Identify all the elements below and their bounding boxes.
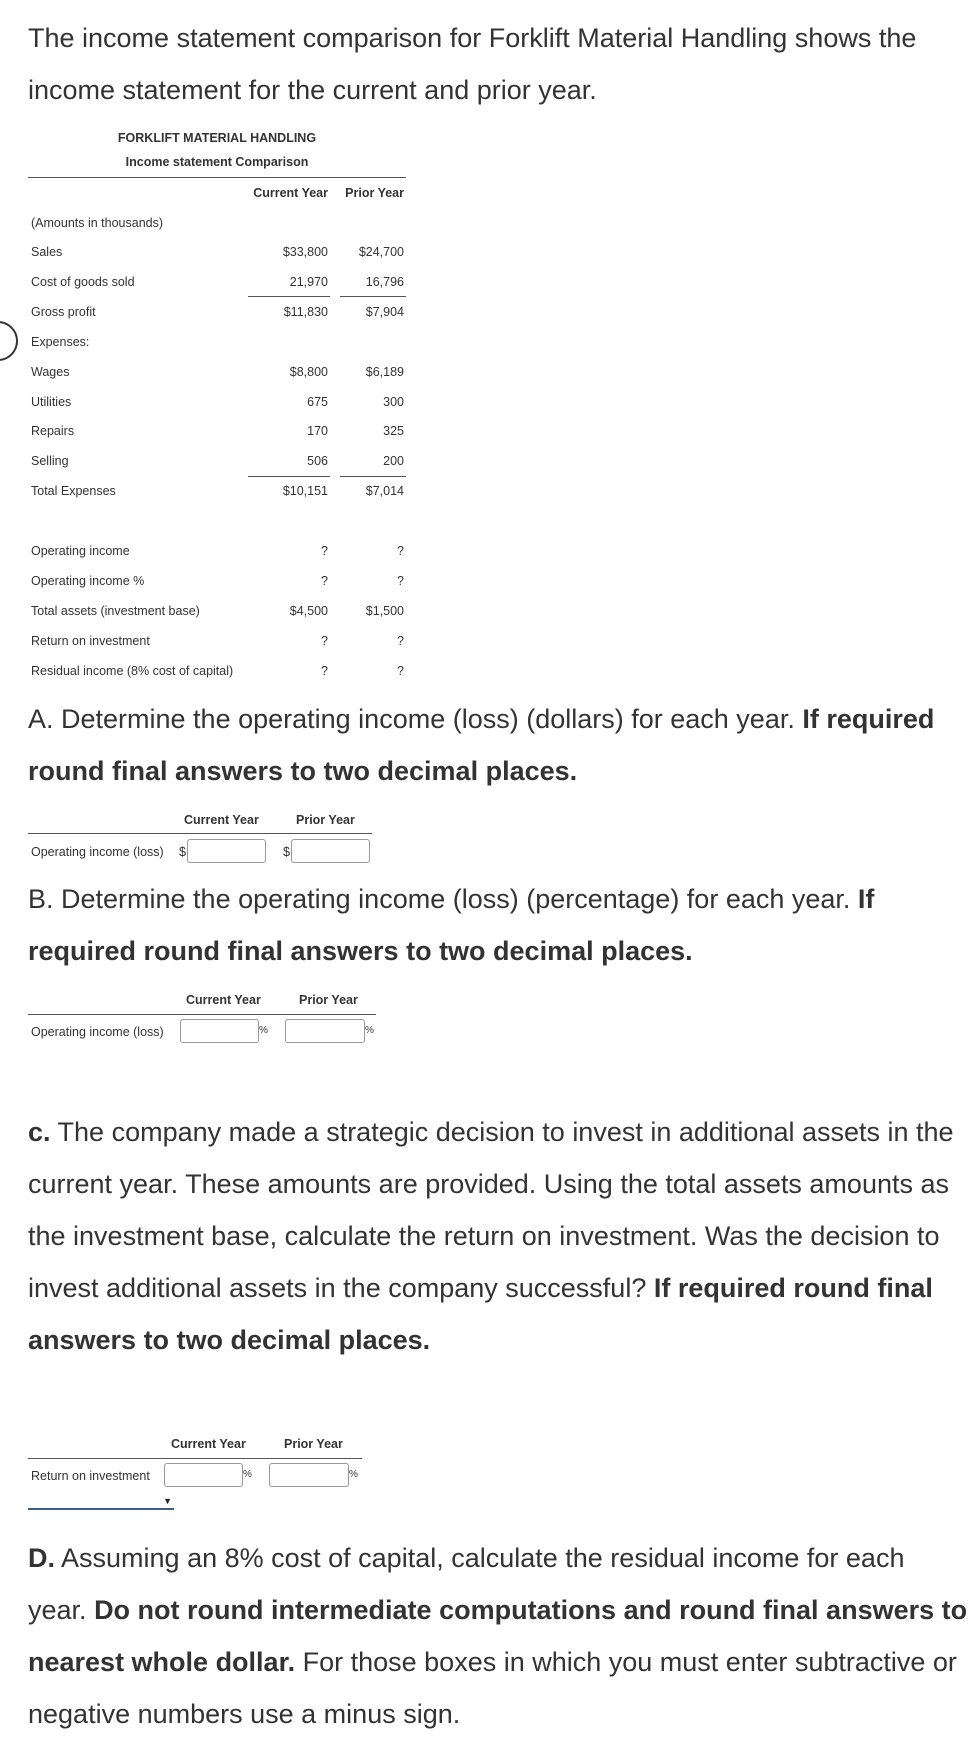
- subtotal-rule: [248, 296, 330, 297]
- row-current: $33,800: [282, 245, 328, 259]
- question-b-instruction: If required round final answers to two decimal places.: [28, 884, 875, 966]
- row-prior: $7,904: [365, 305, 404, 319]
- amounts-note: (Amounts in thousands): [31, 216, 164, 230]
- row-prior: $24,700: [358, 245, 404, 259]
- row-label: Total Expenses: [31, 484, 116, 498]
- scroll-handle-circle[interactable]: [0, 321, 18, 361]
- row-current: $8,800: [289, 365, 328, 379]
- subtotal-rule: [340, 476, 406, 477]
- row-current: 675: [307, 395, 328, 409]
- qb-prior-input[interactable]: [285, 1019, 365, 1043]
- row-current: ?: [321, 574, 328, 588]
- question-d-letter: D.: [28, 1543, 55, 1573]
- qc-decision-dropdown[interactable]: [28, 1495, 174, 1510]
- qc-header-rule: [28, 1458, 362, 1459]
- table-top-rule: [28, 177, 406, 178]
- qb-percent-sign: %: [259, 1025, 268, 1036]
- qa-header-rule: [28, 833, 372, 834]
- row-current: ?: [321, 634, 328, 648]
- question-d: [28, 1532, 968, 1740]
- qb-header-rule: [28, 1014, 376, 1015]
- question-d-text2: For those boxes in which you must enter subtractive or negative numbers use a minus sign.: [28, 1647, 957, 1729]
- row-current: $10,151: [282, 484, 328, 498]
- row-current: 170: [307, 424, 328, 438]
- qc-row-label: Return on investment: [31, 1469, 150, 1483]
- col-prior-year: Prior Year: [345, 186, 404, 200]
- row-current: 506: [307, 454, 328, 468]
- qa-col-current: Current Year: [184, 813, 259, 827]
- qc-prior-input[interactable]: [269, 1463, 349, 1487]
- row-prior: 16,796: [365, 275, 404, 289]
- qc-col-prior: Prior Year: [284, 1437, 343, 1451]
- qa-current-input[interactable]: [187, 839, 266, 863]
- question-a: [28, 693, 968, 797]
- row-current: ?: [321, 664, 328, 678]
- qb-col-current: Current Year: [186, 993, 261, 1007]
- subtotal-rule: [340, 296, 406, 297]
- qa-row-label: Operating income (loss): [31, 845, 164, 859]
- qa-dollar-sign: $: [283, 845, 290, 859]
- subtotal-rule: [248, 476, 330, 477]
- company-name: FORKLIFT MATERIAL HANDLING: [117, 131, 317, 145]
- question-c: [28, 1106, 968, 1366]
- qa-prior-input[interactable]: [291, 839, 370, 863]
- row-label: Return on investment: [31, 634, 150, 648]
- row-prior: $7,014: [365, 484, 404, 498]
- row-prior: ?: [397, 634, 404, 648]
- row-label: Cost of goods sold: [31, 275, 135, 289]
- row-prior: $1,500: [365, 604, 404, 618]
- row-label: Expenses:: [31, 335, 90, 349]
- row-label: Repairs: [31, 424, 75, 438]
- row-label: Selling: [31, 454, 69, 468]
- row-label: Gross profit: [31, 305, 96, 319]
- qb-current-input[interactable]: [180, 1019, 259, 1043]
- question-d-instruction: Do not round intermediate computations and round final answers to nearest whole dollar.: [28, 1595, 968, 1677]
- question-c-instruction: If required round final answers to two decimal places.: [28, 1273, 933, 1355]
- qc-percent-sign: %: [243, 1469, 252, 1480]
- row-current: $4,500: [289, 604, 328, 618]
- qc-percent-sign: %: [349, 1469, 358, 1480]
- qb-row-label: Operating income (loss): [31, 1025, 164, 1039]
- question-d-text: Assuming an 8% cost of capital, calculate the residual income for each year.: [28, 1543, 905, 1625]
- row-prior: ?: [397, 664, 404, 678]
- row-label: Operating income %: [31, 574, 145, 588]
- question-c-letter: c.: [28, 1117, 51, 1147]
- question-a-instruction: If required round final answers to two decimal places.: [28, 704, 935, 786]
- qc-col-current: Current Year: [171, 1437, 246, 1451]
- qb-percent-sign: %: [365, 1025, 374, 1036]
- row-label: Wages: [31, 365, 70, 379]
- row-label: Operating income: [31, 544, 130, 558]
- row-label: Residual income (8% cost of capital): [31, 664, 234, 678]
- question-a-text: A. Determine the operating income (loss) (dollars) for each year.: [28, 704, 795, 734]
- row-prior: 200: [383, 454, 404, 468]
- qb-col-prior: Prior Year: [299, 993, 358, 1007]
- chevron-down-icon: ▼: [163, 1496, 172, 1506]
- question-b-text: B. Determine the operating income (loss) (percentage) for each year.: [28, 884, 851, 914]
- qa-dollar-sign: $: [179, 845, 186, 859]
- qa-col-prior: Prior Year: [296, 813, 355, 827]
- row-current: $11,830: [283, 305, 328, 319]
- statement-subtitle: Income statement Comparison: [125, 155, 309, 169]
- row-label: Sales: [31, 245, 63, 259]
- row-prior: $6,189: [365, 365, 404, 379]
- intro-text: The income statement comparison for Forklift Material Handling shows the income statement for the current and prior year.: [28, 23, 917, 105]
- row-prior: 325: [383, 424, 404, 438]
- row-prior: 300: [383, 395, 404, 409]
- row-prior: ?: [397, 544, 404, 558]
- question-b: [28, 873, 968, 977]
- row-label: Total assets (investment base): [31, 604, 200, 618]
- col-current-year: Current Year: [253, 186, 328, 200]
- row-current: ?: [321, 544, 328, 558]
- row-current: 21,970: [289, 275, 328, 289]
- row-label: Utilities: [31, 395, 72, 409]
- question-c-text: The company made a strategic decision to invest in additional assets in the current year. These amounts are provided. Using the total assets amounts as the investment base, calculate the return on investment. Was the decision to invest additional assets in the company successful?: [28, 1117, 954, 1303]
- row-prior: ?: [397, 574, 404, 588]
- qc-current-input[interactable]: [164, 1463, 243, 1487]
